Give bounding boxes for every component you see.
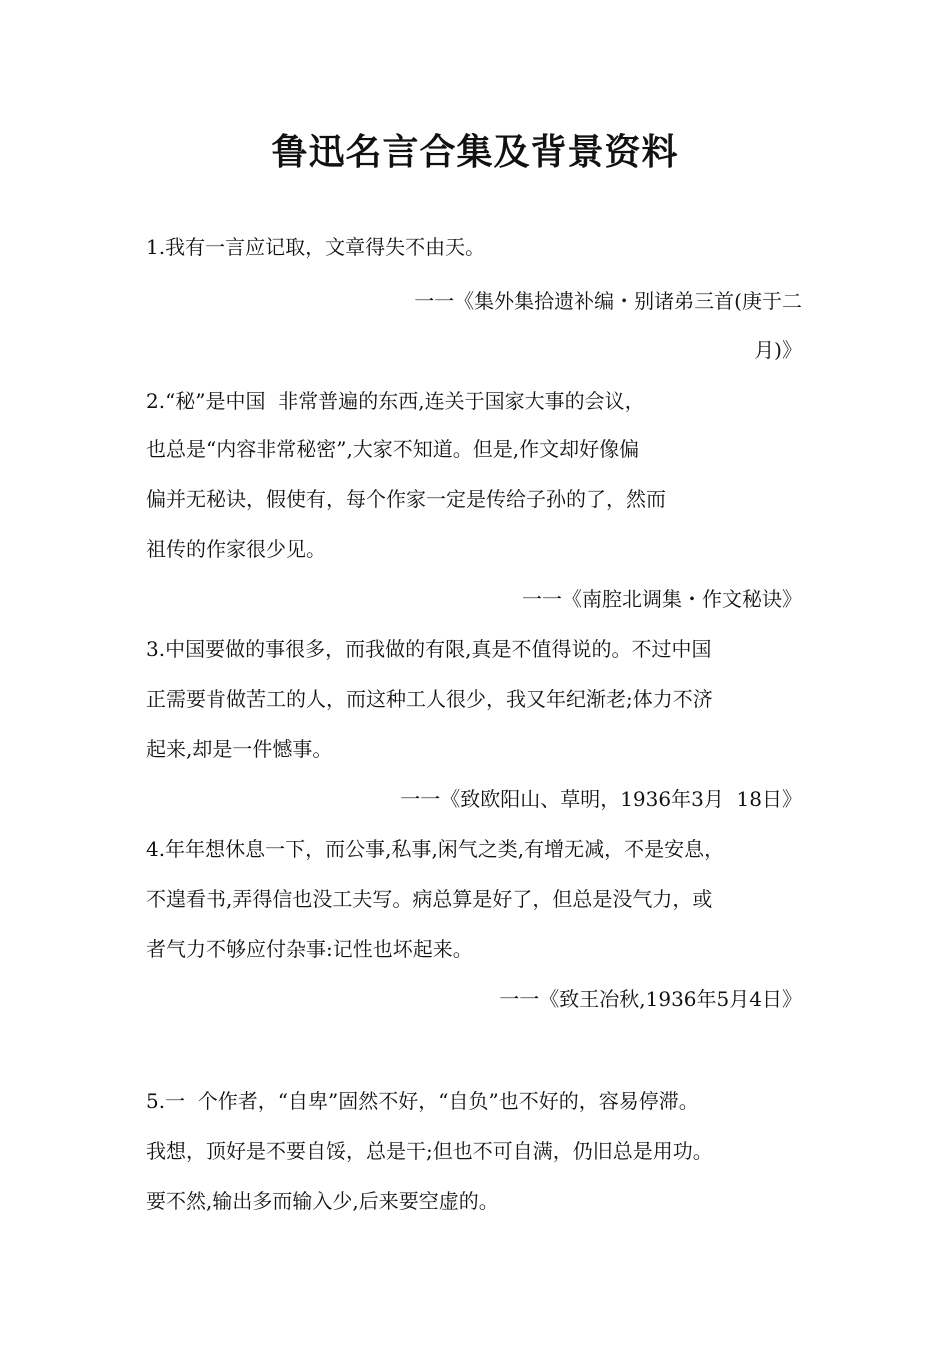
quote-1-source-line-2: 月)》 [754,338,802,362]
quote-2-line-1: 2.“秘”是中国 非常普遍的东西,连关于国家大事的会议， [146,389,645,413]
quote-4-line-2: 不遑看书,弄得信也没工夫写。病总算是好了，但总是没气力，或 [146,887,713,911]
quote-1-source-line-1: 一一《集外集拾遗补编・别诸弟三首(庚于二 [414,289,802,313]
quote-3-line-3: 起来,却是一件憾事。 [146,737,333,761]
quote-5-line-1: 5.一 个作者，“自卑”固然不好，“自负”也不好的，容易停滞。 [146,1089,699,1113]
quote-2-line-4: 祖传的作家很少见。 [146,537,326,561]
quote-5-line-2: 我想，顶好是不要自馁，总是干;但也不可自满，仍旧总是用功。 [146,1139,713,1163]
quote-4-line-1: 4.年年想休息一下，而公事,私事,闲气之类,有增无减，不是安息， [146,837,725,861]
quote-2-line-2: 也总是“内容非常秘密”,大家不知道。但是,作文却好像偏 [146,437,640,461]
quote-2-source: 一一《南腔北调集・作文秘诀》 [522,587,802,611]
quote-4-source: 一一《致王冶秋,1936年5月4日》 [499,987,802,1011]
quote-1-line-1: 1.我有一言应记取，文章得失不由天。 [146,235,486,259]
quote-3-line-1: 3.中国要做的事很多，而我做的有限,真是不值得说的。不过中国 [146,637,712,661]
quote-3-line-2: 正需要肯做苦工的人，而这种工人很少，我又年纪渐老;体力不济 [146,687,713,711]
quote-3-source: 一一《致欧阳山、草明，1936年3月 18日》 [400,787,802,811]
quote-5-line-3: 要不然,输出多而输入少,后来要空虚的。 [146,1189,499,1213]
quote-2-line-3: 偏并无秘诀，假使有，每个作家一定是传给子孙的了，然而 [146,487,666,511]
quote-4-line-3: 者气力不够应付杂事:记性也坏起来。 [146,937,473,961]
page-title: 鲁迅名言合集及背景资料 [271,131,679,173]
